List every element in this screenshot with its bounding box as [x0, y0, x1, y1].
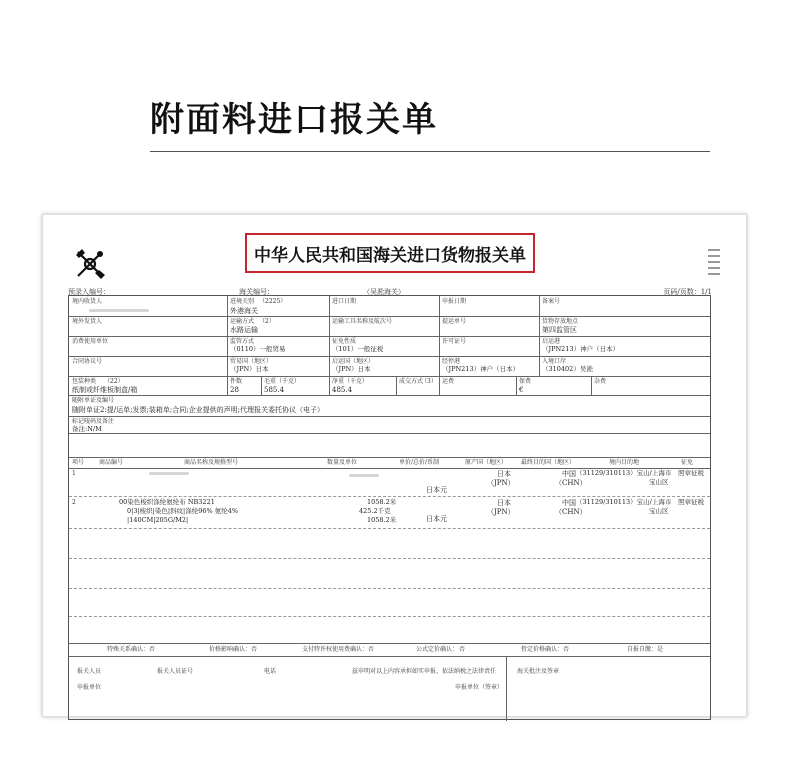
formula-price-value: 否 — [459, 646, 466, 653]
entry-place-label: 入境口岸 — [542, 358, 567, 365]
goods-col-name: 商品名称及规格型号 — [184, 459, 239, 466]
goods-col-domestic: 境内目的地 — [609, 459, 640, 466]
net-weight-label: 净重（千克） — [332, 378, 369, 385]
goods-row-1-dest: 中国 — [562, 470, 576, 478]
gross-weight-label: 毛重（千克） — [264, 378, 301, 385]
goods-place-value: 第四监管区 — [542, 326, 577, 334]
trade-country-label: 贸易国（地区） — [230, 358, 273, 365]
vessel-label: 运输工具名称及航次号 — [332, 318, 393, 325]
phone-label: 电话 — [264, 668, 277, 675]
gross-weight-value: 585.4 — [264, 386, 285, 394]
exemption-value: （101）一般征税 — [332, 345, 384, 353]
royalty-value: 否 — [368, 646, 375, 653]
goods-col-origin: 原产国（地区） — [465, 459, 508, 466]
goods-col-no: 项号 — [72, 459, 85, 466]
goods-row-1-currency: 日本元 — [426, 486, 447, 494]
declarant-cert-label: 报关人员证号 — [157, 668, 194, 675]
redacted-row-1-name — [149, 472, 189, 475]
freight-label: 运费 — [442, 378, 455, 385]
goods-row-2-spec: 0|3|梭织|染色|斜纹|涤纶96% 氨纶4% — [127, 507, 239, 515]
insurance-label: 保费 — [519, 378, 532, 385]
goods-col-price: 单价/总价/币制 — [399, 459, 440, 466]
goods-row-2-origin: 日本 — [497, 499, 511, 507]
pieces-value: 28 — [230, 386, 239, 394]
customs-number-label: 海关编号： — [239, 288, 274, 296]
formula-price-label: 公式定价确认： — [416, 646, 459, 653]
special-relation-label: 特殊关系确认： — [107, 646, 150, 653]
goods-place-label: 货物存放地点 — [542, 318, 579, 325]
price-impact-value: 否 — [251, 646, 258, 653]
insurance-value: € — [519, 386, 524, 394]
page-info: 页码/页数：1/1 — [663, 288, 712, 296]
goods-row-1-domestic: （31129/310113）宝山/上海市 — [576, 469, 672, 477]
trade-country-value: （JPN）日本 — [230, 365, 269, 373]
goods-row-2-tax: 照章征税 — [678, 498, 704, 506]
package-value: 纸制或纤维板制盒/箱 — [72, 386, 138, 394]
goods-row-2-dest-code: （CHN） — [555, 508, 587, 516]
entry-place-value: （310402）吴淞 — [542, 365, 593, 373]
deal-method-value: （3） — [421, 378, 437, 385]
package-label: 包装种类 — [72, 378, 97, 385]
customs-declaration-document — [42, 214, 747, 717]
transport-label: 运输方式 — [230, 318, 255, 325]
goods-row-1-origin-code: （JPN） — [487, 479, 515, 487]
package-code: （22） — [104, 378, 124, 385]
entry-port-label: 进境关别 — [230, 298, 255, 305]
goods-row-2-currency: 日本元 — [426, 515, 447, 523]
declare-date-label: 申报日期 — [442, 298, 467, 305]
tentative-price-value: 否 — [563, 646, 570, 653]
supervision-label: 监管方式 — [230, 338, 255, 345]
transit-port-label: 经停港 — [442, 358, 461, 365]
tentative-price-label: 暂定价格确认： — [521, 646, 564, 653]
license-label: 许可证号 — [442, 338, 467, 345]
goods-row-2-name: 00染色梭织涤纶氨纶布 NB3221 — [119, 498, 215, 506]
entry-port-value: 外港海关 — [230, 307, 258, 315]
shipper-label: 境外发货人 — [72, 318, 103, 325]
goods-col-code: 商品编号 — [99, 459, 124, 466]
waybill-label: 提运单号 — [442, 318, 467, 325]
customs-emblem-icon — [73, 247, 107, 281]
customs-name: （吴淞海关） — [363, 288, 405, 296]
barcode-mark — [708, 249, 720, 279]
net-weight-value: 485.4 — [332, 386, 353, 394]
goods-row-2-dest: 中国 — [562, 499, 576, 507]
transport-code: （2） — [259, 318, 275, 325]
goods-row-2-no: 2 — [72, 499, 76, 506]
preentry-number-label: 预录入编号： — [68, 288, 110, 296]
goods-row-1-dest-code: （CHN） — [555, 479, 587, 487]
transport-value: 水路运输 — [230, 326, 258, 334]
consumer-label: 消费使用单位 — [72, 338, 109, 345]
declare-unit-label: 申报单位 — [77, 684, 102, 691]
goods-row-1-tax: 照章征税 — [678, 469, 704, 477]
docs-label: 随附单证及编号 — [72, 397, 115, 404]
royalty-label: 支付特许权使用费确认： — [302, 646, 369, 653]
transit-port-value: （JPN213）神户（日本） — [442, 365, 520, 373]
consignee-label: 境内收货人 — [72, 298, 103, 305]
misc-fee-label: 杂费 — [594, 378, 607, 385]
customs-note-label: 海关批注及签章 — [517, 668, 560, 675]
marks-value: 备注:N/M — [72, 425, 102, 433]
contract-label: 合同协议号 — [72, 358, 103, 365]
legal-statement: 兹申明对以上内容承担如实申报、依法纳税之法律责任 — [352, 668, 497, 675]
goods-row-2-spec2: |140CM|205G/M2| — [127, 516, 189, 524]
heading-divider — [150, 151, 710, 152]
page-heading: 附面料进口报关单 — [150, 100, 438, 140]
redacted-row-1-qty — [349, 474, 379, 477]
declare-seal-label: 申报单位（签章） — [455, 684, 504, 691]
declaration-grid — [68, 295, 711, 720]
form-title: 中华人民共和国海关进口货物报关单 — [245, 233, 535, 273]
goods-row-2-origin-code: （JPN） — [487, 508, 515, 516]
import-date-label: 进口日期 — [332, 298, 357, 305]
pieces-label: 件数 — [230, 378, 243, 385]
goods-row-2-qty2: 425.2千克 — [359, 507, 391, 515]
goods-row-2-domestic: （31129/310113）宝山/上海市 — [576, 498, 672, 506]
goods-row-2-domestic-district: 宝山区 — [649, 507, 669, 515]
docs-value: 随附单证2:提/运单;发票;装箱单;合同;企业提供的声明;代理报关委托协议（电子） — [72, 406, 324, 414]
record-no-label: 备案号 — [542, 298, 561, 305]
goods-col-dest: 最终目的国（地区） — [521, 459, 576, 466]
declarant-label: 报关人员 — [77, 668, 102, 675]
goods-row-2-qty: 1058.2米 — [367, 498, 397, 506]
special-relation-value: 否 — [149, 646, 156, 653]
redacted-consignee — [89, 309, 149, 312]
self-pay-value: 是 — [657, 646, 664, 653]
origin-country-label: 启运国（地区） — [332, 358, 375, 365]
deal-method-label: 成交方式 — [399, 378, 424, 385]
goods-row-1-domestic-district: 宝山区 — [649, 478, 669, 486]
goods-col-qty: 数量及单位 — [327, 459, 358, 466]
entry-port-code: （2225） — [259, 298, 287, 305]
exemption-label: 征免性质 — [332, 338, 357, 345]
origin-country-value: （JPN）日本 — [332, 365, 371, 373]
self-pay-label: 自报自缴： — [627, 646, 658, 653]
marks-label: 标记唛码及备注 — [72, 418, 115, 425]
goods-row-1-origin: 日本 — [497, 470, 511, 478]
price-impact-label: 价格影响确认： — [209, 646, 252, 653]
goods-row-1-no: 1 — [72, 470, 76, 477]
goods-row-2-qty3: 1058.2米 — [367, 516, 397, 524]
goods-col-tax: 征免 — [681, 459, 694, 466]
departure-port-value: （JPN213）神户（日本） — [542, 345, 620, 353]
supervision-value: （0110）一般贸易 — [230, 345, 286, 353]
departure-port-label: 启运港 — [542, 338, 561, 345]
